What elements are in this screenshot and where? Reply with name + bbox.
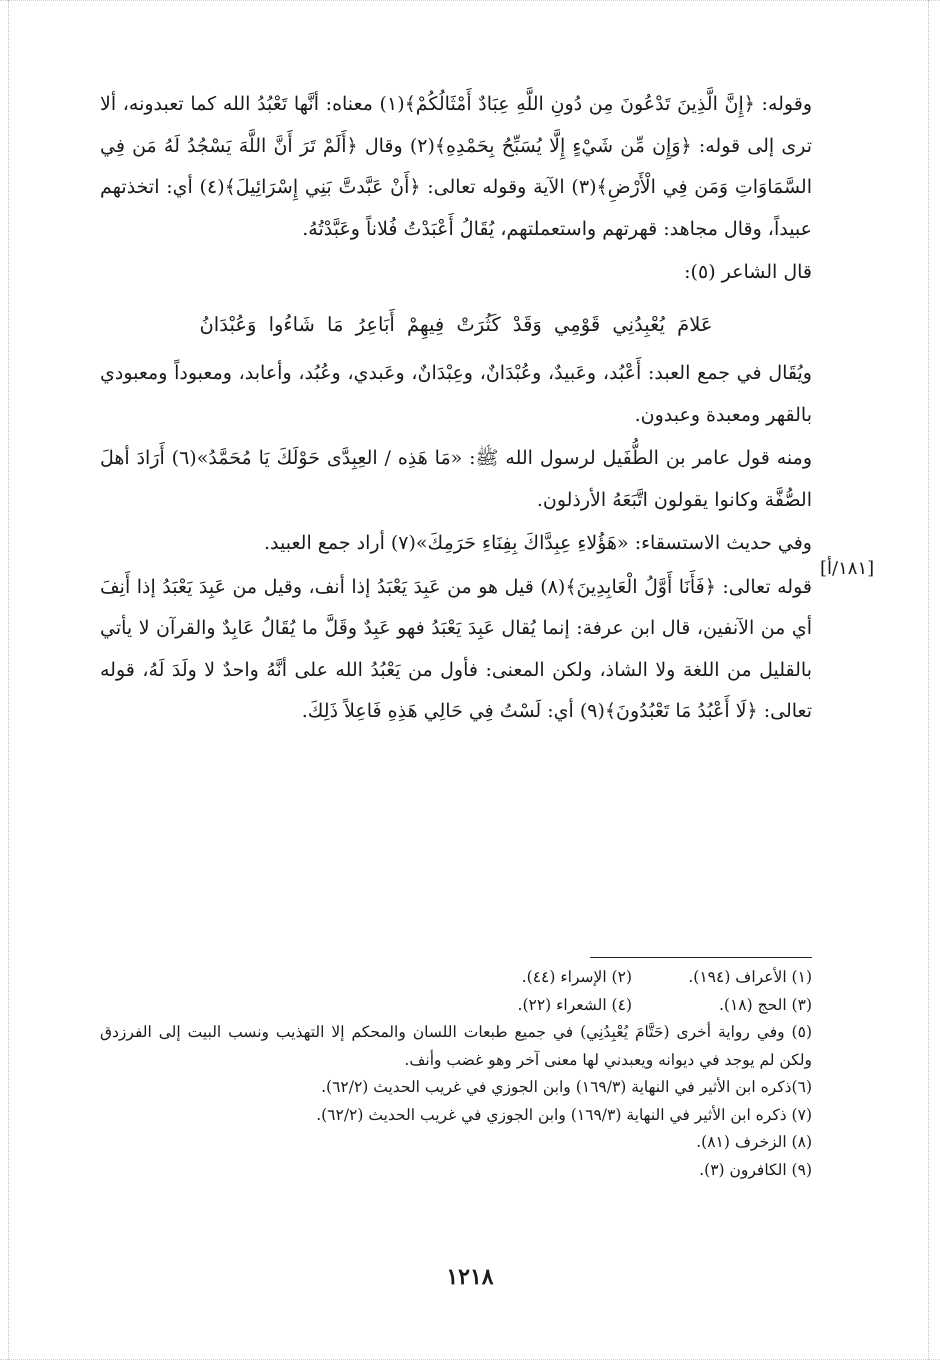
footnote-separator bbox=[590, 957, 812, 958]
footnote: (٣) الحج (١٨). bbox=[718, 995, 812, 1014]
footnote-row bbox=[100, 992, 812, 1020]
paragraph: وقوله: ﴿إِنَّ الَّذِينَ تَدْعُونَ مِن دُونِ اللَّهِ عِبَادٌ أَمْثَالُكُمْ﴾(١) معناه: أنَّها تَعْبُدُ الله كما تعبدونه، ألا ترى إلى قوله: ﴿وَإِن مِّن شَيْءٍ إِلَّا يُسَبِّحُ بِحَمْدِهِ﴾(٢) وقال ﴿أَلَمْ تَرَ أَنَّ اللَّهَ يَسْجُدُ لَهُ مَن فِي السَّمَاوَاتِ وَمَن فِي الْأَرْضِ﴾(٣) الآية وقوله تعالى: ﴿أَنْ عَبَّدتَّ بَنِي إِسْرَائِيلَ﴾(٤) أي: اتخذتهم عبيداً، وقال مجاهد: قهرتهم واستعملتهم، يُقَالُ أَعْبَدْتُ فُلاناً وعَبَّدْتُهُ. bbox=[100, 93, 813, 240]
footnote: (٥) وفي رواية أخرى (حَتَّامَ يُعْبِدُنِي) في جميع طبعات اللسان والمحكم إلا التهذيب ونسب البيت إلى الفرزدق ولكن لم يوجد في ديوانه ويعبدني لها معنى آخر وهو غضب وأنف. bbox=[100, 1023, 812, 1069]
footnote: (٨) الزخرف (٨١). bbox=[696, 1133, 812, 1151]
paragraph: قال الشاعر (٥): bbox=[684, 261, 812, 283]
footnote: (١) الأعراف (١٩٤). bbox=[688, 968, 812, 986]
left-margin-guide bbox=[8, 0, 9, 1360]
main-text bbox=[100, 84, 812, 733]
paragraph: قوله تعالى: ﴿فَأَنَا أَوَّلُ الْعَابِدِينَ﴾(٨) قيل هو من عَبِدَ يَعْبَدُ إذا أنف، وقيل من عَبِدَ يَعْبَدُ إذا أَنِفَ أي من الآنفين، قال ابن عرفة: إنما يُقال عَبِدَ يَعْبَدُ فهو عَبِدٌ وقَلَّ ما يُقَالُ عَابِدٌ والقرآن لا يأتي بالقليل من اللغة ولا الشاذ، ولكن المعنى: فأول من يَعْبُدُ الله على أنَّهُ واحدٌ لا ولَدَ لَهُ، قوله تعالى: ﴿لَا أَعْبُدُ مَا تَعْبُدُونَ﴾(٩) أي: لَسْتُ فِي حَالِي هَذِهِ فَاعِلاً ذَلِكَ. bbox=[100, 575, 812, 722]
footnotes bbox=[100, 964, 812, 1184]
paragraph: ويُقَال في جمع العبد: أَعْبُد، وعَبيدٌ، وعُبْدَانٌ، وعِبْدَانٌ، وعَبدي، وعُبُد، وأعابد، ومعبوداً ومعبودي بالقهر ومعبدة وعبدون. bbox=[100, 362, 812, 426]
paragraph: وفي حديث الاستسقاء: «هَؤُلاءِ عِبِدَّاكَ بِفِنَاءِ حَرَمِكَ»(٧) أراد جمع العبيد. bbox=[264, 532, 812, 554]
poem-verse: عَلامَ يُعْبِدُنِي قَوْمِي وَقَدْ كَثُرَتْ فِيهِمْ أَبَاعِرُ مَا شَاءُوا وَعُبْدَانُ bbox=[199, 312, 713, 336]
footnote: (٦)ذكره ابن الأثير في النهاية (١٦٩/٣) وابن الجوزي في غريب الحديث (٦٢/٢). bbox=[321, 1078, 812, 1096]
footnote: (٧) ذكره ابن الأثير في النهاية (١٦٩/٣) وابن الجوزي في غريب الحديث (٦٢/٢). bbox=[316, 1105, 812, 1124]
top-margin-guide bbox=[0, 0, 940, 5]
footnote: (٢) الإسراء (٤٤). bbox=[521, 968, 632, 986]
footnote: (٩) الكافرون (٣). bbox=[699, 1160, 812, 1179]
footnote-row bbox=[100, 964, 812, 992]
manuscript-folio-reference: [١٨١/أ] bbox=[820, 558, 875, 579]
page-number: ١٢١٨ bbox=[446, 1264, 494, 1290]
bottom-margin-guide bbox=[0, 1355, 940, 1360]
footnote: (٤) الشعراء (٢٢). bbox=[517, 995, 632, 1014]
right-margin-guide bbox=[928, 0, 929, 1360]
paragraph: ومنه قول عامر بن الطُّفَيل لرسول الله ﷺ: «مَا هَذِه / العِبِدَّى حَوْلَكَ يَا مُحَمَّدُ»(٦) أَرَادَ أهلَ الصُّفَّة وكانوا يقولون اتَّبَعَهُ الأرذلون. bbox=[100, 447, 812, 511]
